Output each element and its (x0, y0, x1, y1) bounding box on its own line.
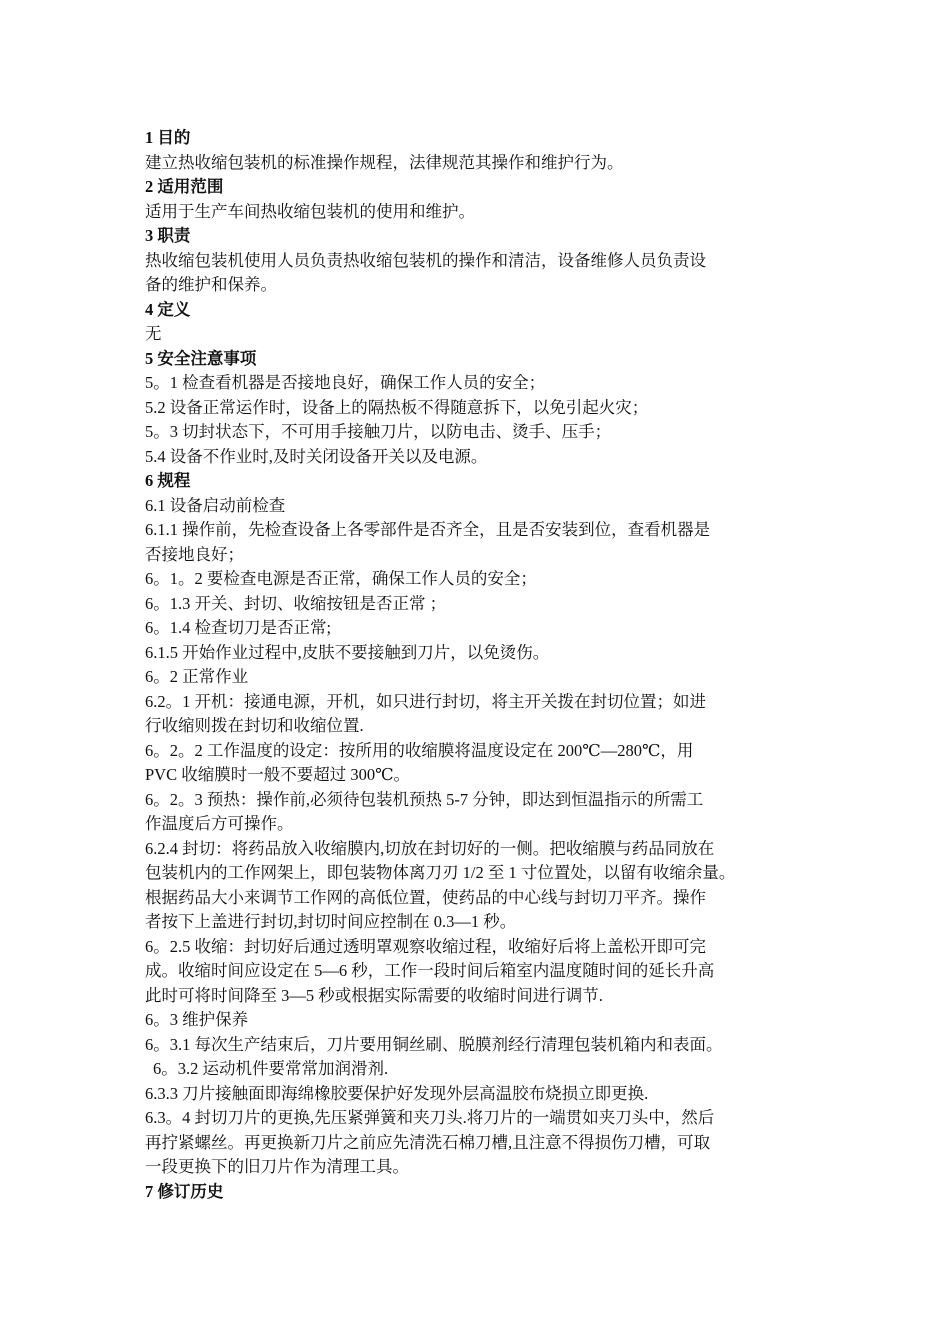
section-heading-revision-history: 7 修订历史 (145, 1181, 224, 1201)
paragraph-line: 包装机内的工作网架上，即包装物体离刀刃 1/2 至 1 寸位置处，以留有收缩余量。 (145, 863, 736, 882)
paragraph-line: 6。2。3 预热：操作前,必须待包装机预热 5-7 分钟，即达到恒温指示的所需工 (145, 789, 704, 809)
paragraph-line: 6。3.1 每次生产结束后，刀片要用铜丝刷、脱膜剂经行清理包装机箱内和表面。 (145, 1034, 723, 1054)
paragraph-line: 6。2。2 工作温度的设定：按所用的收缩膜将温度设定在 200℃—280℃，用 (145, 740, 694, 760)
paragraph-line: 作温度后方可操作。 (145, 814, 294, 833)
paragraph-line: 6.2。1 开机：接通电源，开机，如只进行封切，将主开关拨在封切位置；如进 (145, 691, 706, 711)
paragraph-line: PVC 收缩膜时一般不要超过 300℃。 (145, 765, 411, 784)
section-heading-scope: 2 适用范围 (145, 177, 224, 196)
paragraph-line: 此时可将时间降至 3—5 秒或根据实际需要的收缩时间进行调节. (145, 985, 603, 1005)
paragraph-line: 6.3.3 刀片接触面即海绵橡胶要保护好发现外层高温胶布烧损立即更换. (145, 1083, 649, 1103)
section-heading-definitions: 4 定义 (145, 299, 191, 319)
paragraph-line: 5。3 切封状态下，不可用手接触刀片，以防电击、烫手、压手； (145, 422, 612, 441)
paragraph-line: 6。3.2 运动机件要常常加润滑剂. (153, 1059, 389, 1078)
paragraph-line: 6.1.1 操作前，先检查设备上各零部件是否齐全，且是否安装到位，查看机器是 (145, 520, 711, 539)
paragraph-line: 再拧紧螺丝。再更换新刀片之前应先清洗石棉刀槽,且注意不得损伤刀槽，可取 (145, 1132, 711, 1152)
paragraph-line: 6.2.4 封切：将药品放入收缩膜内,切放在封切好的一侧。把收缩膜与药品同放在 (145, 838, 715, 858)
paragraph-line: 者按下上盖进行封切,封切时间应控制在 0.3—1 秒。 (145, 912, 517, 931)
paragraph-line: 建立热收缩包装机的标准操作规程，法律规范其操作和维护行为。 (145, 152, 624, 172)
paragraph-line: 适用于生产车间热收缩包装机的使用和维护。 (145, 201, 475, 221)
paragraph-line: 5。1 检查看机器是否接地良好，确保工作人员的安全； (145, 373, 546, 392)
document-body (145, 126, 817, 1204)
paragraph-line: 行收缩则拨在封切和收缩位置. (145, 716, 364, 735)
subsection-heading: 6.1 设备启动前检查 (145, 495, 286, 515)
paragraph-line: 5.4 设备不作业时,及时关闭设备开关以及电源。 (145, 446, 488, 466)
subsection-heading: 6。3 维护保养 (145, 1010, 249, 1029)
section-heading-safety: 5 安全注意事项 (145, 348, 257, 368)
paragraph-line: 6。1.4 检查切刀是否正常; (145, 618, 332, 637)
paragraph-line: 热收缩包装机使用人员负责热收缩包装机的操作和清洁，设备维修人员负责设 (145, 250, 706, 270)
paragraph-line: 成。收缩时间应设定在 5—6 秒，工作一段时间后箱室内温度随时间的延长升高 (145, 961, 715, 980)
section-heading-responsibilities: 3 职责 (145, 226, 191, 245)
paragraph-line: 5.2 设备正常运作时，设备上的隔热板不得随意拆下，以免引起火灾； (145, 397, 649, 417)
paragraph-line: 否接地良好； (145, 544, 244, 564)
paragraph-line: 无 (145, 324, 162, 343)
paragraph-line: 6。1.3 开关、封切、收缩按钮是否正常 ； (145, 593, 447, 613)
paragraph-line: 6.3。4 封切刀片的更换,先压紧弹簧和夹刀头.将刀片的一端贯如夹刀头中，然后 (145, 1108, 715, 1127)
paragraph-line: 一段更换下的旧刀片作为清理工具。 (145, 1157, 409, 1176)
paragraph-line: 6。1。2 要检查电源是否正常，确保工作人员的安全； (145, 569, 537, 588)
paragraph-line: 6.1.5 开始作业过程中,皮肤不要接触到刀片，以免烫伤。 (145, 642, 550, 662)
paragraph-line: 根据药品大小来调节工作网的高低位置，使药品的中心线与封切刀平齐。操作 (145, 887, 706, 907)
section-heading-procedure: 6 规程 (145, 471, 191, 490)
paragraph-line: 6。2.5 收缩：封切好后通过透明罩观察收缩过程，收缩好后将上盖松开即可完 (145, 936, 706, 956)
section-heading-purpose: 1 目的 (145, 128, 191, 147)
paragraph-line: 备的维护和保养。 (145, 275, 277, 294)
subsection-heading: 6。2 正常作业 (145, 667, 249, 686)
